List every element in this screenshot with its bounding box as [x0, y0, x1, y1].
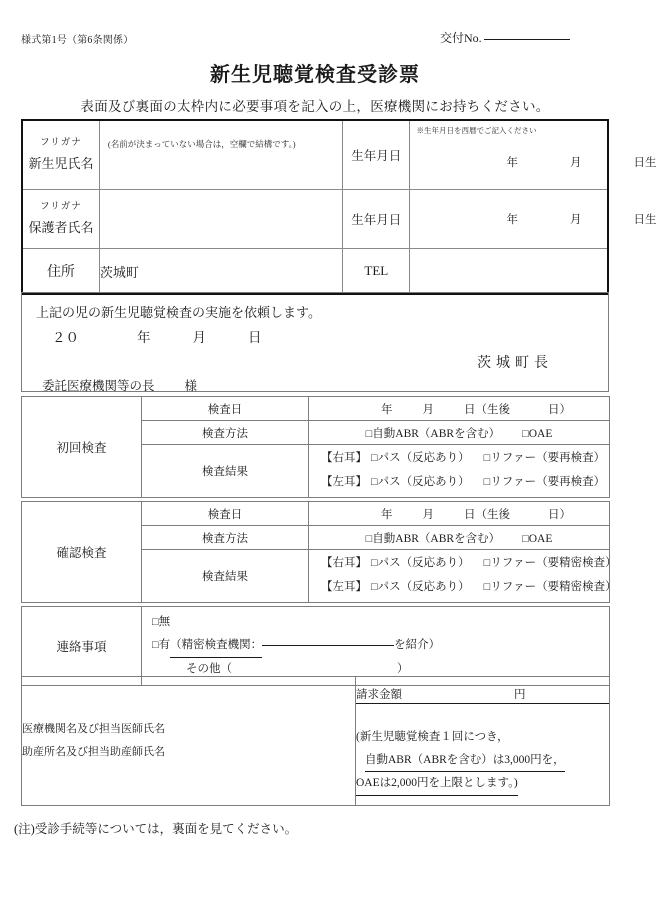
checkbox-abr[interactable]: □	[365, 532, 373, 545]
checkbox-abr[interactable]: □	[365, 427, 373, 440]
year-unit: 年	[381, 403, 393, 416]
mayor-signature-line: 茨城町長	[477, 356, 553, 371]
left-ear-result-row[interactable]	[309, 472, 609, 496]
confirm-exam-label: 確認検査	[22, 502, 142, 603]
table-row	[22, 249, 608, 295]
refer-option: リファー（要再検査）	[490, 476, 606, 489]
guardian-dob-fields[interactable]	[410, 211, 656, 227]
refer-option: リファー（要精密検査）	[490, 581, 617, 594]
first-exam-table	[21, 396, 610, 498]
page-subtitle: 表面及び裏面の太枠内に必要事項を記入の上，医療機関にお持ちください。	[80, 99, 550, 114]
referral-prefix: （精密検査機関：	[170, 634, 262, 658]
year-unit: 年	[137, 330, 151, 345]
guardian-dob-label: 生年月日	[343, 190, 410, 249]
dob-note: ※生年月日を西暦でご記入ください	[416, 126, 537, 135]
days-after-birth-unit: 日）	[548, 508, 571, 521]
contact-notes-table	[21, 606, 610, 686]
table-row	[22, 397, 610, 421]
personal-info-table	[21, 119, 656, 295]
request-statement-block	[21, 292, 609, 392]
referral-input[interactable]	[262, 645, 394, 646]
newborn-dob-label: 生年月日	[343, 120, 410, 190]
billing-note-line-3: OAEは2,000円を上限とします。)	[356, 772, 518, 795]
option-none: 無	[158, 616, 171, 628]
issue-number-rule[interactable]	[484, 39, 570, 40]
day-unit: 日生	[633, 157, 656, 169]
page-title: 新生児聴覚検査受診票	[210, 64, 420, 86]
method-option-abr: 自動ABR（ABRを含む）	[372, 427, 501, 440]
newborn-name-label-cell	[22, 120, 99, 190]
request-date-fields[interactable]	[52, 326, 262, 346]
address-label: 住所	[22, 249, 99, 295]
billing-amount-cell[interactable]	[356, 677, 610, 806]
billing-amount-field[interactable]	[356, 686, 609, 704]
addressee-line	[42, 376, 197, 394]
day-unit: 日	[248, 330, 262, 345]
exam-result-options[interactable]	[309, 445, 610, 498]
addressee-label: 委託医療機関等の長	[42, 379, 155, 393]
table-row	[22, 607, 610, 686]
checkbox-pass-left[interactable]: □	[371, 476, 378, 489]
tel-input-cell[interactable]	[410, 249, 608, 295]
newborn-dob-cell[interactable]	[410, 120, 656, 190]
left-ear-label: 【左耳】	[321, 581, 367, 594]
notes-yes-row[interactable]	[152, 634, 609, 658]
refer-option: リファー（要再検査）	[490, 452, 606, 464]
checkbox-refer-left[interactable]: □	[483, 476, 491, 489]
newborn-name-note: (名前が決まっていない場合は，空欄で結構です。)	[107, 139, 296, 149]
facility-doctor-label: 医療機関名及び担当医師氏名	[22, 723, 165, 736]
month-unit: 月	[422, 508, 434, 521]
billing-table	[21, 676, 610, 806]
checkbox-pass-right[interactable]: □	[371, 452, 378, 464]
facility-cell[interactable]	[22, 677, 356, 806]
other-label: その他（	[186, 663, 232, 675]
checkbox-refer-right[interactable]: □	[483, 557, 491, 569]
day-unit: 日生	[633, 214, 656, 226]
guardian-name-label: 保護者氏名	[28, 219, 94, 235]
month-unit: 月	[192, 330, 206, 345]
confirm-exam-table	[21, 501, 617, 603]
table-row	[22, 677, 610, 806]
exam-date-label: 検査日	[142, 502, 309, 526]
option-yes: 有	[158, 639, 171, 651]
furigana-label: フリガナ	[40, 137, 82, 148]
exam-method-label: 検査方法	[142, 526, 309, 550]
billing-note	[356, 726, 609, 795]
checkbox-oae[interactable]: □	[522, 532, 529, 545]
issue-number-field	[440, 29, 570, 46]
table-row	[22, 120, 608, 190]
pass-option: パス（反応あり）	[377, 557, 470, 569]
address-value[interactable]: 茨城町	[99, 249, 342, 295]
guardian-name-input-cell[interactable]	[99, 190, 342, 249]
right-ear-label: 【右耳】	[321, 452, 367, 464]
date-prefix: ２０	[52, 330, 79, 345]
billing-note-line-1: (新生児聴覚検査１回につき，	[356, 731, 509, 744]
honorific: 様	[184, 379, 198, 393]
year-unit: 年	[381, 508, 393, 521]
checkbox-oae[interactable]: □	[522, 427, 529, 440]
facility-midwife-label: 助産所名及び担当助産師氏名	[22, 746, 165, 758]
newborn-name-input-cell[interactable]	[99, 120, 342, 190]
pass-option: パス（反応あり）	[377, 452, 470, 464]
exam-method-options[interactable]	[309, 421, 610, 445]
pass-option: パス（反応あり）	[377, 581, 470, 594]
referral-suffix: を紹介）	[394, 639, 441, 651]
refer-option: リファー（要精密検査）	[490, 557, 617, 569]
year-unit: 年	[506, 157, 518, 169]
method-option-oae: OAE	[528, 427, 553, 440]
checkbox-pass-left[interactable]: □	[371, 581, 378, 594]
tel-label: TEL	[343, 249, 410, 295]
left-ear-label: 【左耳】	[321, 476, 367, 489]
days-after-birth-unit: 日）	[548, 403, 571, 416]
contact-notes-label: 連絡事項	[22, 607, 142, 686]
exam-date-fields[interactable]	[309, 397, 610, 421]
exam-date-fields[interactable]	[309, 502, 610, 526]
checkbox-refer-right[interactable]: □	[483, 452, 491, 464]
furigana-label: フリガナ	[40, 201, 82, 212]
exam-result-label: 検査結果	[142, 445, 309, 498]
newborn-dob-fields[interactable]	[410, 154, 656, 170]
billing-note-line-2: 自動ABR（ABRを含む）は3,000円を，	[365, 749, 565, 772]
exam-date-label: 検査日	[142, 397, 309, 421]
month-unit: 月	[569, 157, 582, 169]
method-option-abr: 自動ABR（ABRを含む）	[372, 532, 501, 545]
method-option-oae: OAE	[528, 532, 553, 545]
left-ear-result-row[interactable]	[309, 577, 617, 601]
pass-option: パス（反応あり）	[377, 476, 470, 489]
checkbox-yes[interactable]: □	[152, 639, 159, 651]
guardian-name-label-cell	[22, 190, 99, 249]
day-unit: 日（生後	[464, 508, 510, 521]
issue-number-label: 交付No.	[440, 31, 482, 45]
table-row	[22, 190, 608, 249]
month-unit: 月	[569, 214, 582, 226]
newborn-name-label: 新生児氏名	[28, 155, 94, 171]
contact-notes-body[interactable]	[142, 607, 609, 685]
checkbox-pass-right[interactable]: □	[371, 557, 378, 569]
exam-result-options[interactable]	[309, 550, 617, 603]
year-unit: 年	[506, 214, 518, 226]
other-close: ）	[397, 663, 409, 675]
exam-method-options[interactable]	[309, 526, 610, 550]
checkbox-none[interactable]: □	[152, 616, 159, 628]
exam-method-label: 検査方法	[142, 421, 309, 445]
day-unit: 日（生後	[464, 403, 510, 416]
form-number: 様式第1号（第6条関係）	[21, 35, 134, 46]
billing-amount-unit: 円	[514, 689, 526, 702]
notes-none-row[interactable]	[152, 611, 609, 634]
month-unit: 月	[422, 403, 434, 416]
checkbox-refer-left[interactable]: □	[483, 581, 491, 594]
contact-notes-options[interactable]	[142, 607, 610, 686]
right-ear-label: 【右耳】	[321, 557, 367, 569]
request-statement: 上記の児の新生児聴覚検査の実施を依頼します。	[36, 305, 321, 320]
exam-result-label: 検査結果	[142, 550, 309, 603]
billing-amount-label: 請求金額	[356, 689, 402, 702]
footnote: (注)受診手続等については，裏面を見てください。	[14, 822, 298, 836]
right-ear-result-row[interactable]	[309, 550, 617, 577]
right-ear-result-row[interactable]	[309, 445, 609, 472]
first-exam-label: 初回検査	[22, 397, 142, 498]
table-row	[22, 502, 610, 526]
guardian-dob-cell[interactable]	[410, 190, 656, 249]
